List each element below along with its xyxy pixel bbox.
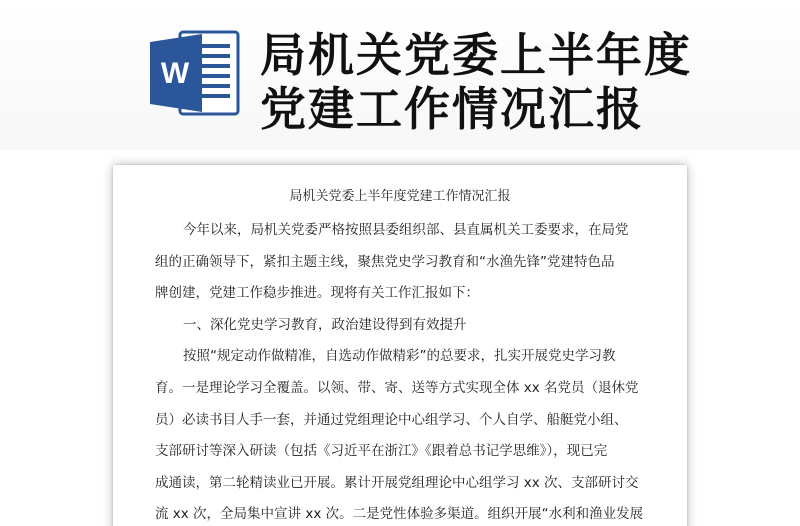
- word-icon: [150, 30, 240, 116]
- document-line: 育。一是理论学习全覆盖。以领、带、寄、送等方式实现全体 xx 名党员（退休党: [155, 379, 639, 396]
- document-line: 员）必读书目人手一套，并通过党组理论中心组学习、个人自学、船艇党小组、: [155, 411, 628, 428]
- section-heading: 一、深化党史学习教育，政治建设得到有效提升: [183, 316, 467, 333]
- document-line: 支部研讨等深入研读（包括《习近平在浙江》《跟着总书记学思维》），现已完: [155, 443, 608, 460]
- document-body: [155, 215, 655, 526]
- document-line: 按照“规定动作做精准，自选动作做精彩”的总要求，扎实开展党史学习教: [183, 348, 616, 365]
- document-title: 局机关党委上半年度党建工作情况汇报: [289, 189, 511, 204]
- document-line: 组的正确领导下，紧扣主题主线，聚焦党史学习教育和“水渔先锋”党建特色品: [155, 253, 615, 270]
- document-line: 流 xx 次，全局集中宣讲 xx 次。二是党性体验多渠道。组织开展“水利和渔业发展: [155, 506, 644, 523]
- document-line: 牌创建，党建工作稳步推进。现将有关工作汇报如下：: [155, 285, 479, 302]
- page-title-line-2: 党建工作情况汇报: [260, 82, 644, 136]
- document-page: [113, 165, 687, 526]
- document-line: 今年以来，局机关党委严格按照县委组织部、县直属机关工委要求，在局党: [183, 222, 629, 238]
- document-line: 成通读，第二轮精读业已开展。累计开展党组理论中心组学习 xx 次、支部研讨交: [155, 474, 639, 491]
- page-title: [260, 28, 780, 136]
- page-title-line-1: 局机关党委上半年度: [260, 28, 692, 82]
- word-logo-letter: W: [160, 57, 190, 90]
